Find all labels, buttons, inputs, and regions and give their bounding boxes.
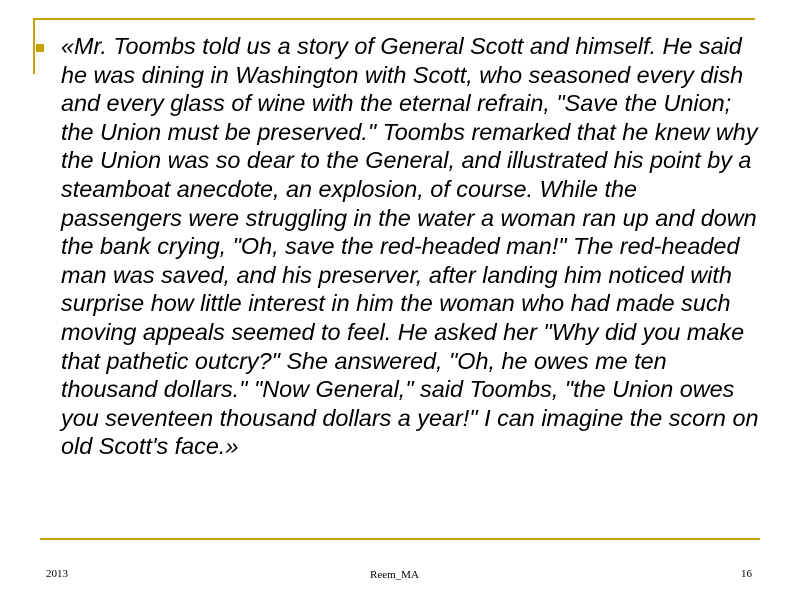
footer-author: Reem_MA [370,569,419,581]
quote-text: «Mr. Toombs told us a story of General Scott and himself. He said he was dining in Washington with Scott, who seasoned every dish and every glass of wine with the eternal refrain, "Save the Union; the Union must be preserved." Toombs remarked that he knew why the Union was so dear to the General, and illustrated his point by a steamboat anecdote, an explosion, of course. While the passengers were struggling in the water a woman ran up and down the bank crying, "Oh, save the red-headed man!" The red-headed man was saved, and his preserver, after landing him noticed with surprise how little interest in him the woman who had made such moving appeals seemed to feel. He asked her "Why did you make that pathetic outcry?" She answered, "Oh, he owes me ten thousand dollars." "Now General," said Toombs, "the Union owes you seventeen thousand dollars a year!" I can imagine the scorn on old Scott's face.» [61,33,759,460]
page-number: 16 [741,568,752,580]
top-rule [33,18,755,20]
bottom-rule [40,538,760,540]
square-bullet-icon [36,44,44,52]
footer-date: 2013 [46,568,68,580]
left-rule [33,18,35,74]
